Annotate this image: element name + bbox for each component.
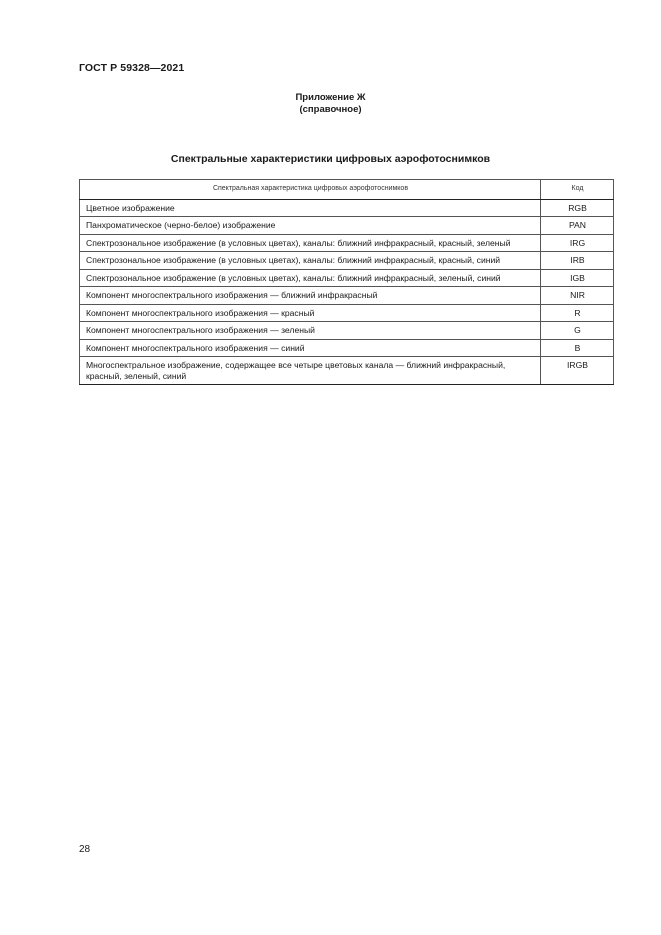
table-row bbox=[80, 339, 614, 357]
section-title: Спектральные характеристики цифровых аэрофотоснимков bbox=[170, 153, 491, 165]
row-code: G bbox=[541, 322, 614, 340]
row-description: Цветное изображение bbox=[80, 199, 541, 217]
row-description: Многоспектральное изображение, содержащее все четыре цветовых канала — ближний инфракрасный, красный, зеленый, синий bbox=[80, 357, 541, 385]
table-row bbox=[80, 217, 614, 235]
row-code: PAN bbox=[541, 217, 614, 235]
row-code: IRG bbox=[541, 234, 614, 252]
table-header-row bbox=[80, 180, 614, 200]
table-row bbox=[80, 199, 614, 217]
row-code: IRB bbox=[541, 252, 614, 270]
row-description: Спектрозональное изображение (в условных цветах), каналы: ближний инфракрасный, красный, синий bbox=[80, 252, 541, 270]
row-code: RGB bbox=[541, 199, 614, 217]
row-description: Компонент многоспектрального изображения — синий bbox=[80, 339, 541, 357]
row-description: Спектрозональное изображение (в условных цветах), каналы: ближний инфракрасный, зеленый, синий bbox=[80, 269, 541, 287]
table-row bbox=[80, 287, 614, 305]
row-code: NIR bbox=[541, 287, 614, 305]
annex-heading bbox=[0, 92, 661, 116]
row-code: IGB bbox=[541, 269, 614, 287]
row-description: Компонент многоспектрального изображения — зеленый bbox=[80, 322, 541, 340]
row-description: Панхроматическое (черно-белое) изображение bbox=[80, 217, 541, 235]
table-row bbox=[80, 269, 614, 287]
page-number: 28 bbox=[79, 844, 91, 855]
column-header-code: Код bbox=[541, 180, 614, 200]
column-header-description: Спектральная характеристика цифровых аэрофотоснимков bbox=[80, 180, 541, 200]
document-code: ГОСТ Р 59328—2021 bbox=[79, 62, 185, 74]
row-code: R bbox=[541, 304, 614, 322]
row-description: Компонент многоспектрального изображения — ближний инфракрасный bbox=[80, 287, 541, 305]
spectral-characteristics-table bbox=[79, 179, 614, 385]
table-row bbox=[80, 304, 614, 322]
table-row bbox=[80, 234, 614, 252]
table-row bbox=[80, 322, 614, 340]
row-description: Компонент многоспектрального изображения — красный bbox=[80, 304, 541, 322]
annex-title: Приложение Ж bbox=[295, 92, 366, 103]
table-row bbox=[80, 357, 614, 385]
annex-subtitle: (справочное) bbox=[299, 104, 362, 115]
table-row bbox=[80, 252, 614, 270]
row-code: IRGB bbox=[541, 357, 614, 385]
row-code: B bbox=[541, 339, 614, 357]
row-description: Спектрозональное изображение (в условных цветах), каналы: ближний инфракрасный, красный, зеленый bbox=[80, 234, 541, 252]
